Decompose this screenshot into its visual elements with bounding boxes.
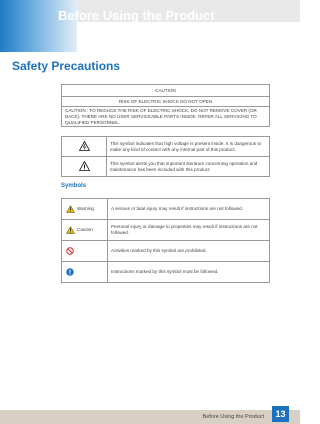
symbol-text: Activities marked by this symbol are prohibited. [108, 241, 270, 262]
symbol-text: Instructions marked by this symbol must be followed. [108, 262, 270, 283]
high-voltage-warning-icon [79, 141, 90, 151]
icon-cell [62, 137, 107, 157]
symbol-text: Personal injury or damage to properties may result if instructions are not followed. [108, 220, 270, 241]
info-exclamation-icon [66, 268, 74, 276]
symbol-row [62, 262, 270, 283]
exclamation-warning-icon [79, 161, 90, 171]
icon-cell [62, 241, 108, 262]
footer-label: Before Using the Product [202, 414, 264, 420]
caution-heading: CAUTION [62, 85, 270, 97]
notice-row [62, 137, 270, 157]
page-number: 13 [272, 406, 289, 422]
symbol-row [62, 199, 270, 220]
symbols-table [61, 198, 270, 283]
icon-cell [62, 220, 108, 241]
caution-label: Caution [77, 227, 93, 232]
section-title: Safety Precautions [12, 59, 121, 73]
warning-label: Warning [77, 206, 94, 211]
symbols-title: Symbols [61, 183, 87, 189]
caution-body: CAUTION : TO REDUCE THE RISK OF ELECTRIC SHOCK, DO NOT REMOVE COVER (OR BACK). THERE ARE NO USER SERVICEABLE PARTS INSIDE. REFER ALL SERVICING TO QUALIFIED PERSONNEL. [62, 107, 270, 127]
symbol-row [62, 220, 270, 241]
caution-table [61, 84, 270, 127]
icon-cell [62, 262, 108, 283]
notice-text: This symbol alerts you that important literature concerning operation and maintenance has been included with this product. [107, 157, 270, 177]
notice-text: This symbol indicates that high voltage is present inside. It is dangerous to make any kind of contact with any internal part of this product. [107, 137, 270, 157]
icon-cell [62, 199, 108, 220]
caution-subheading: RISK OF ELECTRIC SHOCK DO NOT OPEN [62, 97, 270, 107]
notice-row [62, 157, 270, 177]
notice-table [61, 136, 270, 177]
symbol-row [62, 241, 270, 262]
symbol-text: A serious or fatal injury may result if instructions are not followed. [108, 199, 270, 220]
icon-cell [62, 157, 107, 177]
chapter-title: Before Using the Product [58, 8, 215, 23]
caution-triangle-icon [66, 226, 75, 234]
warning-triangle-icon [66, 205, 75, 213]
prohibited-icon [66, 247, 74, 255]
